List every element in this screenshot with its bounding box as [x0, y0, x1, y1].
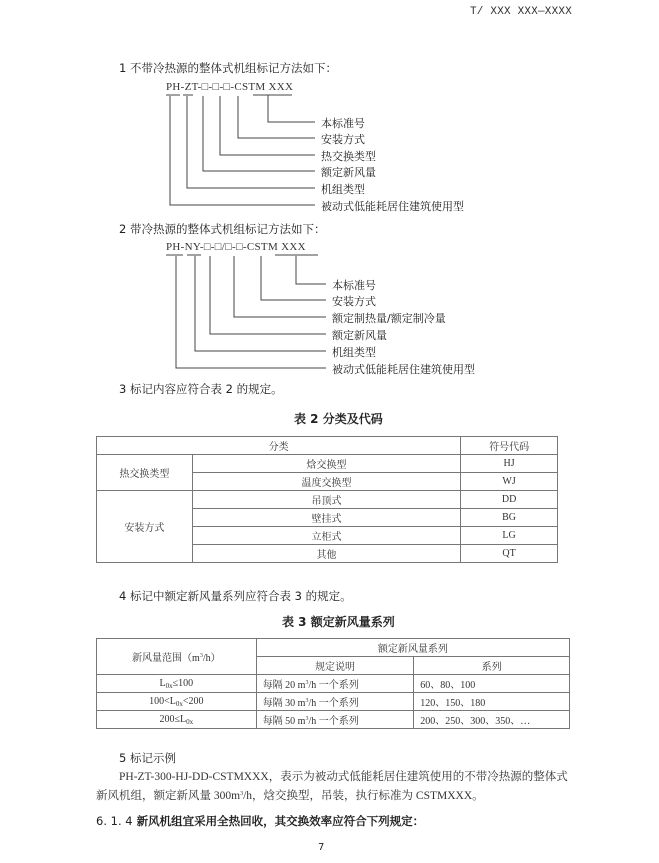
table-row	[97, 711, 570, 729]
clause-6-1-4	[96, 813, 424, 829]
table2-group-install: 安装方式	[97, 491, 193, 563]
leader2-capacity	[234, 256, 326, 317]
table-row	[97, 693, 570, 711]
table2-code: HJ	[461, 455, 558, 473]
table-row	[97, 491, 558, 509]
s1-label-heat-exchange: 热交换类型	[321, 150, 376, 163]
section5-line2: 新风机组，额定新风量 $300m^3/h$，焓交换型，吊装，执行标准为 CSTMXXX。	[96, 790, 484, 802]
table2-code: BG	[461, 509, 558, 527]
table3-title: 表 3 额定新风量系列	[282, 615, 395, 629]
table2-code: QT	[461, 545, 558, 563]
section2-code: PH-NY-□-□/□-□-CSTM XXX	[166, 241, 306, 253]
table3-header-series-group: 额定新风量系列	[256, 639, 569, 657]
s2-label-capacity: 额定制热量/额定制冷量	[332, 312, 446, 325]
table2-item: 壁挂式	[192, 509, 460, 527]
table3-range: $L_{0x}\le 100$	[97, 675, 257, 693]
s2-label-airflow: 额定新风量	[332, 329, 387, 342]
s1-label-airflow: 额定新风量	[321, 166, 376, 179]
table3-header-range: 新风量范围$(m^3/h)$	[97, 639, 257, 675]
table2-item: 吊顶式	[192, 491, 460, 509]
s1-label-unit-type: 机组类型	[321, 183, 365, 196]
s2-label-passive-type: 被动式低能耗居住建筑使用型	[332, 363, 475, 376]
leader2-install	[261, 256, 326, 300]
section1-code: PH-ZT-□-□-□-CSTM XXX	[166, 81, 294, 93]
table3-range: $100<L_{0x}<200$	[97, 693, 257, 711]
table3-desc: 每隔 20 $m^3/h$ 一个系列	[256, 675, 414, 693]
standard-code-header: T/ XXX XXX—XXXX	[470, 6, 573, 18]
table2-header-row	[97, 437, 558, 455]
clause-text: 新风机组宜采用全热回收，其交换效率应符合下列规定：	[136, 814, 425, 828]
table2-item: 焓交换型	[192, 455, 460, 473]
table2-header-code: 符号代码	[461, 437, 558, 455]
s2-label-install: 安装方式	[332, 295, 376, 308]
page-number: 7	[318, 842, 325, 853]
table3-range: $200\le L_{0x}$	[97, 711, 257, 729]
table2-item: 其他	[192, 545, 460, 563]
table2	[96, 436, 558, 563]
s1-label-passive-type: 被动式低能耗居住建筑使用型	[321, 200, 464, 213]
table3-header-row-1	[97, 639, 570, 657]
table2-group-heat-exchange: 热交换类型	[97, 455, 193, 491]
leader2-standard-no	[296, 256, 326, 284]
section5-heading: 5 标记示例	[119, 751, 176, 765]
table3-series: 200、250、300、350、…	[414, 711, 570, 729]
section2-intro: 2 带冷热源的整体式机组标记方法如下：	[119, 222, 326, 236]
table2-item: 温度交换型	[192, 473, 460, 491]
s2-label-standard-no: 本标准号	[332, 279, 376, 292]
table2-title: 表 2 分类及代码	[294, 412, 383, 426]
table3-series: 60、80、100	[414, 675, 570, 693]
section1-intro: 1 不带冷热源的整体式机组标记方法如下：	[119, 61, 337, 75]
table3-desc: 每隔 30 $m^3/h$ 一个系列	[256, 693, 414, 711]
table2-code: LG	[461, 527, 558, 545]
table-row	[97, 675, 570, 693]
table3-header-desc: 规定说明	[256, 657, 414, 675]
section5-line1: PH-ZT-300-HJ-DD-CSTMXXX，表示为被动式低能耗居住建筑使用的不带冷热源的整体式	[119, 771, 568, 783]
table2-code: WJ	[461, 473, 558, 491]
leader2-airflow	[210, 256, 326, 334]
table2-item: 立柜式	[192, 527, 460, 545]
s1-label-standard-no: 本标准号	[321, 117, 365, 130]
table3-series: 120、150、180	[414, 693, 570, 711]
section3-text: 3 标记内容应符合表 2 的规定。	[119, 382, 283, 396]
table3-header-series: 系列	[414, 657, 570, 675]
s2-label-unit-type: 机组类型	[332, 346, 376, 359]
table2-header-category: 分类	[97, 437, 461, 455]
table3-desc: 每隔 50 $m^3/h$ 一个系列	[256, 711, 414, 729]
table3	[96, 638, 570, 729]
section4-text: 4 标记中额定新风量系列应符合表 3 的规定。	[119, 589, 352, 603]
clause-number: 6. 1. 4	[96, 814, 133, 828]
table2-code: DD	[461, 491, 558, 509]
table-row	[97, 455, 558, 473]
s1-label-install: 安装方式	[321, 133, 365, 146]
